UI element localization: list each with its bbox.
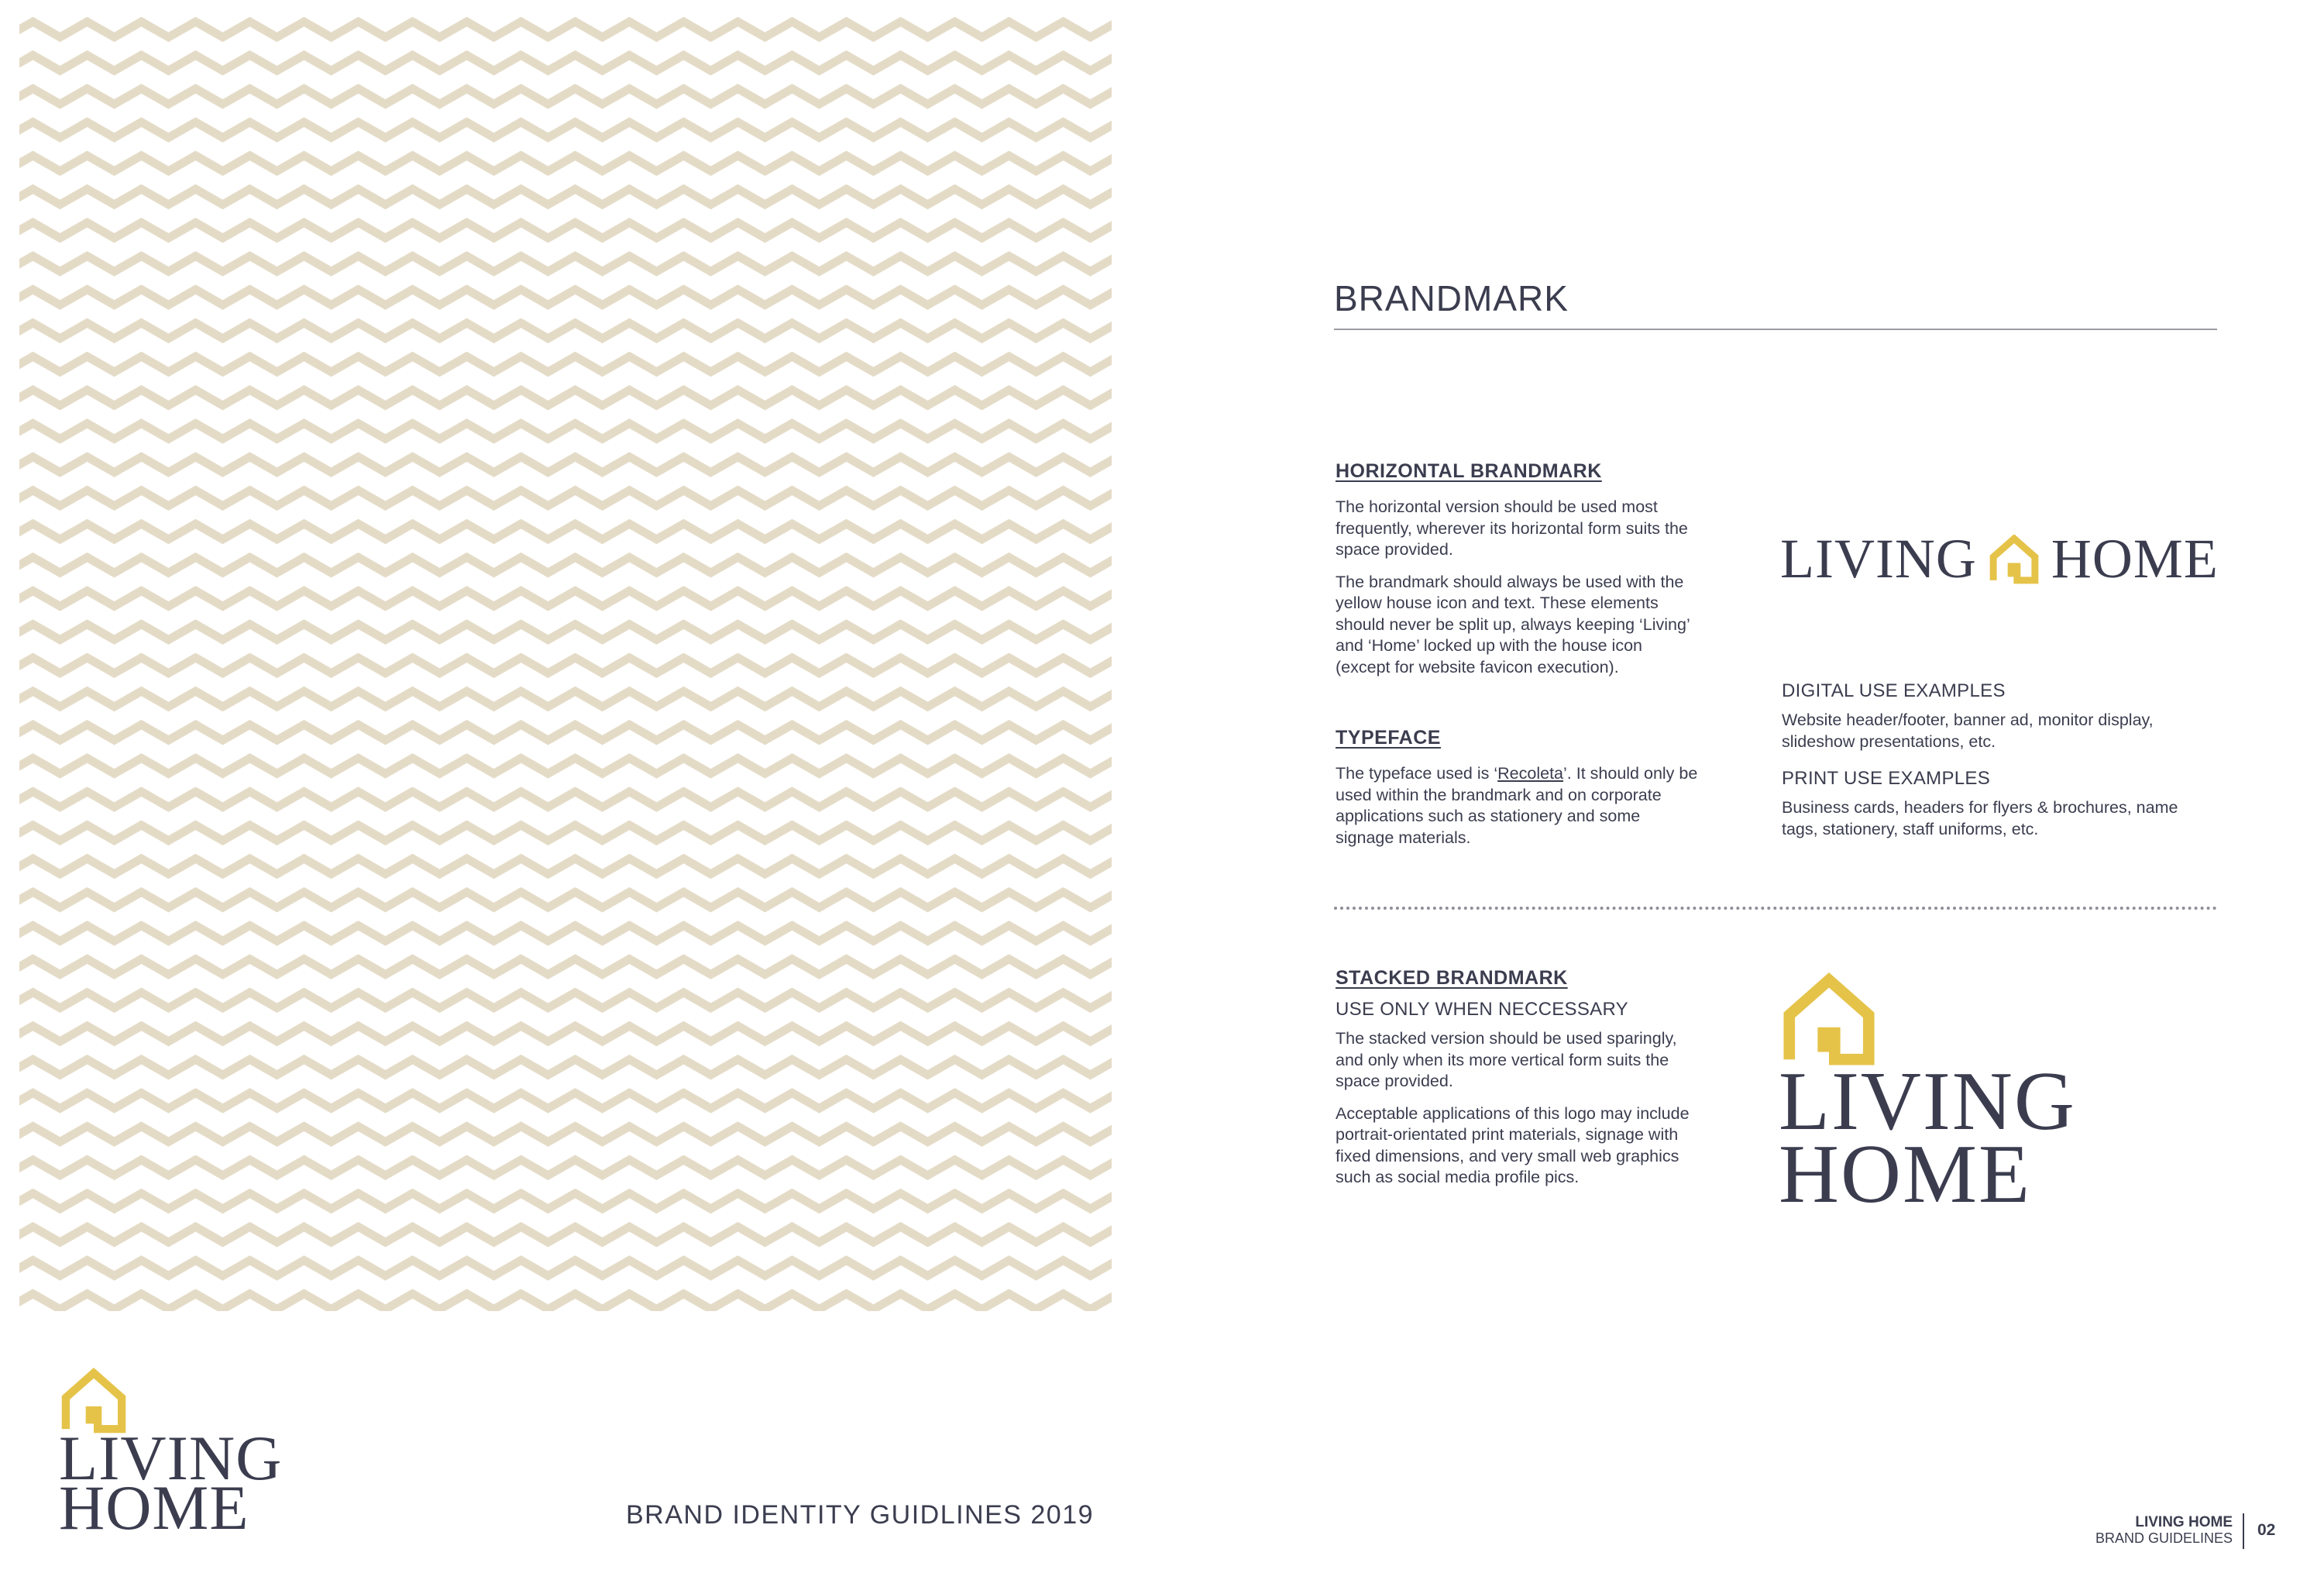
stacked-logo-text — [1779, 1055, 2076, 1220]
typeface-text: The typeface used is ‘ — [1336, 764, 1498, 783]
digital-title: DIGITAL USE EXAMPLES — [1782, 680, 2006, 701]
print-title: PRINT USE EXAMPLES — [1782, 768, 1991, 789]
typeface-font-name: Recoleta — [1497, 764, 1564, 783]
digital-text: Website header/footer, banner ad, monitor display, slideshow presentations, etc. — [1782, 711, 2154, 751]
print-text: Business cards, headers for flyers & brochures, name tags, stationery, staff uniforms, etc. — [1782, 798, 2178, 838]
stacked-subtitle: USE ONLY WHEN NECCESSARY — [1336, 999, 1628, 1020]
horizontal-logo — [1780, 527, 2219, 591]
logo-word-home: HOME — [59, 1472, 249, 1543]
logo-word-home: HOME — [2051, 528, 2219, 590]
typeface-section — [1336, 727, 1700, 859]
page-separator — [2243, 1513, 2244, 1549]
typeface-title: TYPEFACE — [1336, 727, 1441, 749]
horizontal-paragraph: The horizontal version should be used most frequently, wherever its horizontal form suits the space provided. — [1336, 497, 1688, 559]
guidelines-title: BRAND IDENTITY GUIDLINES 2019 — [626, 1500, 1095, 1530]
page-number: 02 — [2257, 1521, 2276, 1539]
logo-word-home: HOME — [1779, 1128, 2031, 1220]
page-brand-sub: BRAND GUIDELINES — [2095, 1530, 2233, 1546]
stacked-paragraph: Acceptable applications of this logo may include portrait-orientated print materials, signage with fixed dimensions, and very small web graphics such as social media profile pics. — [1336, 1103, 1690, 1186]
house-icon — [1782, 972, 1876, 1067]
typeface-text: ’. It should only be used within the brandmark and on corporate applications such as stationery and some signage materials. — [1336, 764, 1698, 847]
horizontal-section — [1336, 460, 1700, 689]
stacked-title: STACKED BRANDMARK — [1336, 967, 1568, 989]
footer-logo-text — [59, 1423, 283, 1543]
use-examples — [1782, 680, 2216, 851]
page-heading: BRANDMARK — [1334, 278, 1569, 318]
stacked-section — [1336, 967, 1700, 1200]
logo-word-living: LIVING — [1780, 528, 1977, 590]
horizontal-paragraph: The brandmark should always be used with the yellow house icon and text. These elements should never be split up, always keeping ‘Living’ and ‘Home’ locked up with the house icon (except for website favicon execution). — [1336, 572, 1690, 676]
section-divider — [1334, 907, 2217, 910]
typeface-paragraph — [1336, 763, 1700, 849]
page-brand — [2095, 1515, 2233, 1546]
logo-word-living: LIVING — [1779, 1055, 2076, 1148]
page-brand-name: LIVING HOME — [2135, 1514, 2233, 1530]
heading-rule — [1334, 329, 2217, 330]
horizontal-title: HORIZONTAL BRANDMARK — [1336, 460, 1602, 482]
house-icon — [1989, 535, 2039, 584]
logo-word-living: LIVING — [59, 1423, 283, 1493]
stacked-paragraph: The stacked version should be used sparingly, and only when its more vertical form suits the space provided. — [1336, 1029, 1677, 1090]
zigzag-pattern — [19, 17, 1112, 1311]
